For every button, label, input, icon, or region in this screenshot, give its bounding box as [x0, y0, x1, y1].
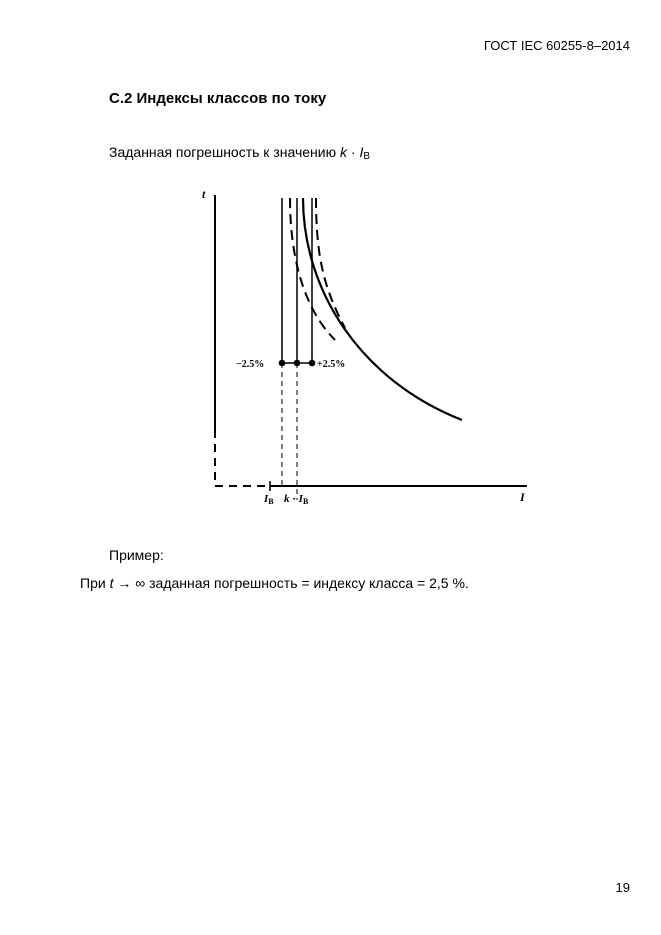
caption-sub: B — [363, 151, 370, 162]
plus-label: +2.5% — [317, 359, 346, 370]
x-axis-label: I — [520, 490, 525, 504]
kib-label-i: I — [298, 493, 303, 505]
document-header: ГОСТ IEC 60255-8–2014 — [483, 38, 630, 53]
characteristic-figure — [195, 180, 555, 520]
example-rest: заданная погрешность = индексу класса = 2,5 %. — [149, 575, 469, 591]
section-title: С.2 Индексы классов по току — [109, 90, 327, 107]
ib-label-i: I — [264, 493, 269, 505]
figure-caption — [109, 144, 370, 160]
example-line — [80, 575, 469, 591]
marker-minus — [279, 360, 286, 367]
example-t: t — [109, 575, 114, 591]
ib-label-sub: B — [268, 497, 274, 506]
y-axis-label: t — [202, 187, 206, 201]
example-prefix: При — [80, 575, 110, 591]
nominal-curve — [303, 198, 462, 420]
kib-label-k: k — [284, 493, 290, 505]
example-arrow: → ∞ — [113, 575, 150, 591]
page-number: 19 — [615, 880, 630, 895]
caption-i: I — [359, 144, 364, 160]
ib-label — [263, 493, 274, 506]
marker-nominal — [294, 360, 301, 367]
marker-plus — [309, 360, 316, 367]
example-label: Пример: — [109, 547, 164, 563]
minus-label: −2.5% — [236, 359, 265, 370]
kib-label-sub: B — [302, 497, 309, 506]
caption-text: Заданная погрешность к значению — [109, 144, 340, 160]
caption-dot: · — [346, 144, 360, 160]
kib-label-dot: · — [289, 493, 299, 505]
caption-k: k — [339, 144, 347, 160]
kib-label — [284, 493, 309, 506]
